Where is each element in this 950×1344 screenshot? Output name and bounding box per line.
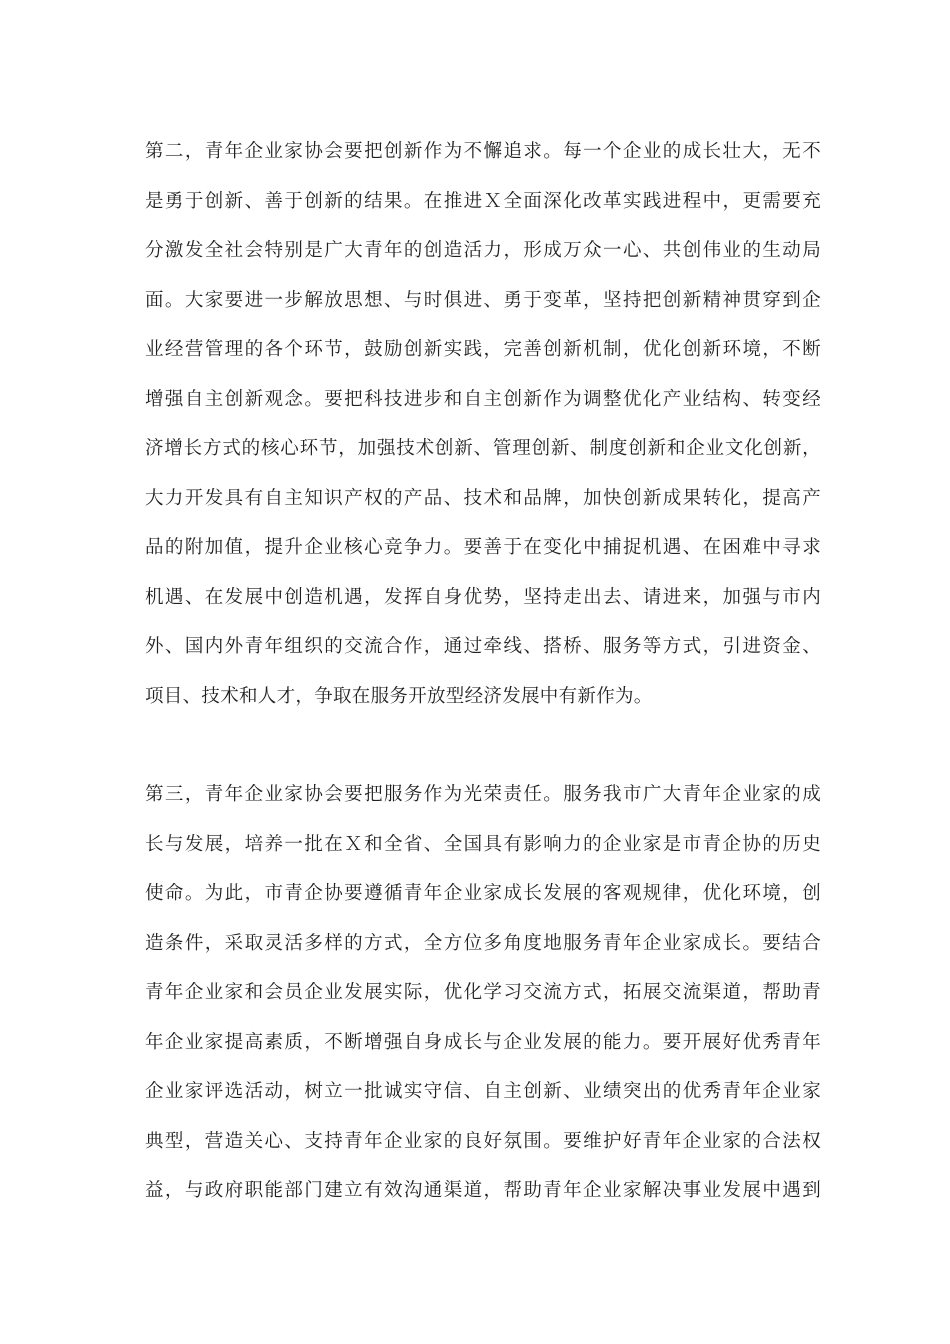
- text-line: 长与发展，培养一批在Ｘ和全省、全国具有影响力的企业家是市青企协的历史: [145, 833, 821, 855]
- text-line: 第三，青年企业家协会要把服务作为光荣责任。服务我市广大青年企业家的成: [145, 784, 821, 805]
- text-line: 增强自主创新观念。要把科技进步和自主创新作为调整优化产业结构、转变经: [145, 388, 821, 410]
- text-line: 青年企业家和会员企业发展实际，优化学习交流方式，拓展交流渠道，帮助青: [145, 982, 821, 1003]
- text-line: 业经营管理的各个环节，鼓励创新实践，完善创新机制，优化创新环境，不断: [145, 339, 821, 360]
- text-line: 造条件，采取灵活多样的方式，全方位多角度地服务青年企业家成长。要结合: [145, 932, 821, 954]
- text-line: 品的附加值，提升企业核心竞争力。要善于在变化中捕捉机遇、在困难中寻求: [145, 537, 821, 558]
- text-line: 大力开发具有自主知识产权的产品、技术和品牌，加快创新成果转化，提高产: [145, 487, 821, 509]
- text-line: 外、国内外青年组织的交流合作，通过牵线、搭桥、服务等方式，引进资金、: [145, 636, 821, 657]
- text-line: 项目、技术和人才，争取在服务开放型经济发展中有新作为。: [145, 685, 653, 707]
- text-line: 面。大家要进一步解放思想、与时俱进、勇于变革，坚持把创新精神贯穿到企: [145, 289, 821, 311]
- text-line: 是勇于创新、善于创新的结果。在推进Ｘ全面深化改革实践进程中，更需要充: [145, 190, 821, 212]
- text-line: 分激发全社会特别是广大青年的创造活力，形成万众一心、共创伟业的生动局: [145, 240, 821, 261]
- text-line: 使命。为此，市青企协要遵循青年企业家成长发展的客观规律，优化环境，创: [145, 883, 821, 904]
- text-line: 典型，营造关心、支持青年企业家的良好氛围。要维护好青年企业家的合法权: [145, 1130, 821, 1152]
- text-line: 企业家评选活动，树立一批诚实守信、自主创新、业绩突出的优秀青年企业家: [145, 1081, 821, 1102]
- text-line: 益，与政府职能部门建立有效沟通渠道，帮助青年企业家解决事业发展中遇到: [145, 1180, 821, 1201]
- paragraph-innovation: [145, 134, 821, 728]
- text-line: 年企业家提高素质，不断增强自身成长与企业发展的能力。要开展好优秀青年: [145, 1031, 821, 1053]
- text-line: 机遇、在发展中创造机遇，发挥自身优势，坚持走出去、请进来，加强与市内: [145, 586, 821, 608]
- text-line: 第二，青年企业家协会要把创新作为不懈追求。每一个企业的成长壮大，无不: [145, 141, 821, 162]
- text-line: 济增长方式的核心环节，加强技术创新、管理创新、制度创新和企业文化创新，: [145, 438, 821, 459]
- paragraph-service: [145, 777, 821, 1223]
